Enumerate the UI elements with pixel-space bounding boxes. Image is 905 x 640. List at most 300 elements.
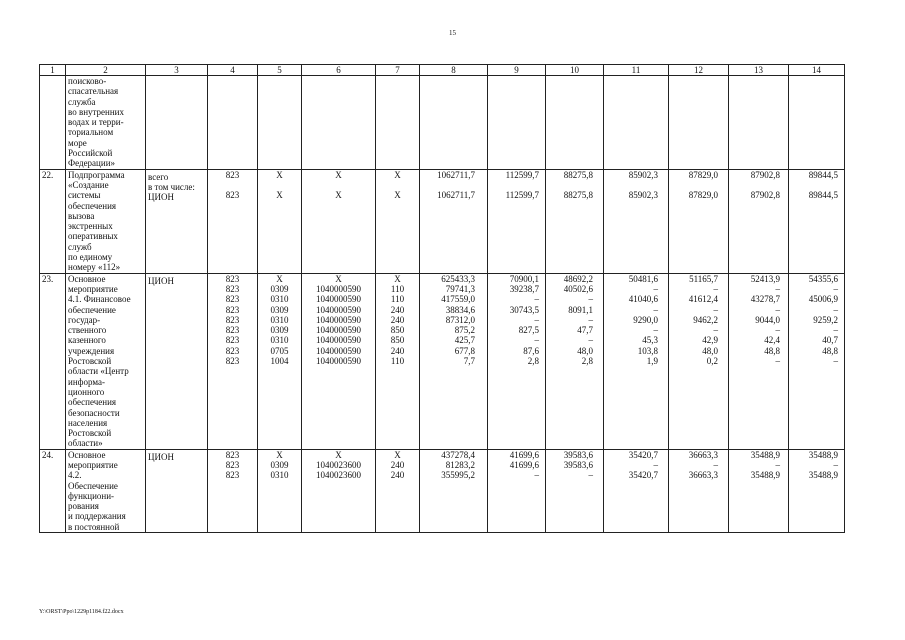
value-text: 1004 (270, 356, 289, 367)
value-text: 50481,6 (628, 273, 658, 284)
value-text: Х (335, 190, 342, 201)
column-header: 5 (258, 65, 302, 76)
program-name-line: ториальном (68, 127, 114, 138)
value-text: 112599,7 (505, 169, 539, 180)
value-text: 40502,6 (563, 283, 593, 294)
value-text: 45006,9 (808, 294, 838, 305)
value-text: 1040000590 (316, 335, 361, 346)
program-name-line: функциони- (68, 490, 115, 501)
value-text: 79741,3 (445, 283, 475, 294)
value-text: Х (394, 273, 401, 284)
value-cell (546, 76, 604, 170)
value-text: 9044,0 (755, 314, 780, 325)
value-text: 87829,0 (688, 169, 718, 180)
value-text (258, 180, 301, 190)
executor-text (148, 327, 205, 337)
value-cell (208, 169, 258, 273)
value-text: 823 (225, 449, 240, 460)
value-text: 54355,6 (808, 273, 838, 284)
value-text: – (775, 356, 780, 367)
program-name-line: информа- (68, 376, 105, 387)
table-row (40, 76, 845, 170)
value-text: 417559,0 (441, 294, 475, 305)
value-text: – (713, 304, 718, 315)
value-cell (546, 273, 604, 449)
value-text: 1040023600 (316, 459, 361, 470)
program-name-line: ционного (68, 386, 105, 397)
value-text: – (534, 294, 539, 305)
value-text (604, 180, 658, 190)
value-text: 48,8 (764, 345, 780, 356)
value-text: 0310 (270, 470, 289, 481)
value-text: 2,8 (581, 356, 593, 367)
value-text: – (653, 459, 658, 470)
value-text: 35488,9 (750, 470, 780, 481)
program-name-line: экстренных (68, 221, 113, 232)
value-cell (376, 76, 420, 170)
value-cell (604, 169, 669, 273)
program-name (66, 273, 146, 449)
value-text: 625433,3 (441, 273, 475, 284)
value-text: 1040000590 (316, 314, 361, 325)
executor-text (148, 317, 205, 327)
program-name-line: мероприятие (68, 459, 118, 470)
executor-text (148, 286, 205, 296)
value-cell (729, 169, 789, 273)
value-text: 87312,0 (445, 314, 475, 325)
value-text: – (775, 459, 780, 470)
value-text: – (588, 294, 593, 305)
value-text: – (833, 304, 838, 315)
value-text: 0309 (270, 325, 289, 336)
program-name-line: безопасности (68, 407, 120, 418)
row-number (40, 76, 66, 170)
value-text: 1040000590 (316, 345, 361, 356)
value-text: – (775, 283, 780, 294)
value-text: 1040023600 (316, 470, 361, 481)
row-number: 24. (40, 449, 66, 532)
value-text: 48,8 (822, 345, 838, 356)
value-cell (258, 449, 302, 532)
column-header: 7 (376, 65, 420, 76)
value-text: 7,7 (463, 356, 475, 367)
executor-text: ЦИОН (148, 192, 174, 203)
value-text: 112599,7 (505, 190, 539, 201)
value-text: 35420,7 (628, 449, 658, 460)
value-text: 823 (225, 345, 240, 356)
value-text: 677,8 (454, 345, 475, 356)
value-text: – (588, 470, 593, 481)
value-text: 823 (225, 273, 240, 284)
column-header: 8 (420, 65, 488, 76)
program-name-line: служба (68, 96, 96, 107)
value-text: 45,3 (642, 335, 658, 346)
value-text: – (534, 335, 539, 346)
executor-text (148, 307, 205, 317)
value-text: – (588, 335, 593, 346)
column-header: 6 (302, 65, 376, 76)
value-text (546, 180, 593, 190)
value-text: 355995,2 (441, 470, 475, 481)
program-name-line: Основное (68, 449, 106, 460)
executor-text (148, 462, 205, 472)
value-cell (420, 169, 488, 273)
value-text: – (653, 304, 658, 315)
executor-cell (146, 273, 208, 449)
program-name-line: Российской (68, 148, 113, 159)
program-name-line: вызова (68, 210, 95, 221)
value-cell (208, 449, 258, 532)
value-text (420, 180, 475, 190)
value-text: 425,7 (454, 335, 475, 346)
value-text: Х (394, 449, 401, 460)
value-text: 81283,2 (445, 459, 475, 470)
program-name-line: 4.1. Финансовое (68, 294, 131, 305)
value-cell (302, 169, 376, 273)
table-row (40, 273, 845, 449)
value-text: Х (335, 273, 342, 284)
value-text: 52413,9 (750, 273, 780, 284)
value-cell (729, 76, 789, 170)
program-name-line: ственного (68, 325, 107, 336)
program-name-line: Обеспечение (68, 480, 118, 491)
value-text: Х (276, 190, 283, 201)
value-text: 437278,4 (441, 449, 475, 460)
value-text: – (534, 470, 539, 481)
program-name-line: оперативных (68, 231, 118, 242)
value-text: 1,9 (646, 356, 658, 367)
value-text: – (833, 283, 838, 294)
program-name-line: государ- (68, 314, 101, 325)
executor-text: в том числе: (148, 181, 195, 192)
value-text: 240 (390, 314, 405, 325)
value-text: – (775, 304, 780, 315)
value-cell (546, 169, 604, 273)
value-cell (546, 449, 604, 532)
executor-cell (146, 76, 208, 170)
value-text: 9259,2 (813, 314, 838, 325)
value-text: 1040000590 (316, 304, 361, 315)
program-name (66, 76, 146, 170)
executor-text: всего (148, 171, 169, 182)
program-name-line: Федерации» (68, 158, 116, 169)
value-cell (376, 169, 420, 273)
program-name-line: служб (68, 241, 92, 252)
value-text (669, 180, 718, 190)
value-text: – (588, 314, 593, 325)
value-text: 1040000590 (316, 294, 361, 305)
value-text: Х (276, 273, 283, 284)
value-text: 41040,6 (628, 294, 658, 305)
value-cell (420, 273, 488, 449)
value-text: 39583,6 (563, 459, 593, 470)
value-text: 8091,1 (568, 304, 593, 315)
value-text: 35488,9 (808, 449, 838, 460)
value-text: 38834,6 (445, 304, 475, 315)
value-cell (604, 273, 669, 449)
value-text: 39238,7 (509, 283, 539, 294)
value-text: 103,8 (637, 345, 658, 356)
program-name-line: поисково- (68, 76, 107, 86)
value-text: 0705 (270, 345, 289, 356)
executor-text: ЦИОН (148, 275, 174, 286)
executor-text (148, 337, 205, 347)
budget-table (39, 64, 845, 533)
value-cell (376, 449, 420, 532)
value-text: 110 (390, 283, 405, 294)
value-text: 43278,7 (750, 294, 780, 305)
program-name-line: Подпрограмма (68, 169, 125, 180)
value-text: – (775, 325, 780, 336)
value-text: 35488,9 (808, 470, 838, 481)
value-cell (669, 76, 729, 170)
value-cell (302, 273, 376, 449)
value-text: 823 (225, 356, 240, 367)
value-cell (604, 76, 669, 170)
value-text: 823 (225, 335, 240, 346)
value-text: 850 (390, 325, 405, 336)
program-name-line: рования (68, 501, 99, 512)
value-text (302, 180, 375, 190)
executor-text (148, 358, 205, 368)
value-text: 85902,3 (628, 190, 658, 201)
value-text: 42,9 (702, 335, 718, 346)
value-text: – (653, 325, 658, 336)
executor-cell (146, 169, 208, 273)
column-header: 14 (789, 65, 845, 76)
value-cell (488, 273, 546, 449)
value-cell (258, 273, 302, 449)
value-text (789, 180, 838, 190)
value-cell (488, 169, 546, 273)
value-text: Х (276, 449, 283, 460)
value-text: 9290,0 (633, 314, 658, 325)
value-text: 40,7 (822, 335, 838, 346)
table-row (40, 449, 845, 532)
program-name-line: Ростовской (68, 428, 112, 439)
value-text: 827,5 (518, 325, 539, 336)
value-text: 89844,5 (808, 190, 838, 201)
value-cell (669, 273, 729, 449)
value-text: 48692,2 (563, 273, 593, 284)
value-text: – (833, 459, 838, 470)
row-number: 22. (40, 169, 66, 273)
value-cell (604, 449, 669, 532)
value-text: 0310 (270, 335, 289, 346)
value-text: 110 (390, 294, 405, 305)
program-name-line: во внутренних (68, 106, 124, 117)
value-cell (789, 169, 845, 273)
value-text: 42,4 (764, 335, 780, 346)
value-text: 823 (225, 304, 240, 315)
value-cell (302, 76, 376, 170)
value-text: 41699,6 (509, 459, 539, 470)
value-cell (669, 449, 729, 532)
value-text: 88275,8 (563, 190, 593, 201)
value-text: 1040000590 (316, 325, 361, 336)
executor-text: ЦИОН (148, 451, 174, 462)
value-text: 48,0 (577, 345, 593, 356)
value-text: 823 (225, 470, 240, 481)
value-cell (302, 449, 376, 532)
column-header: 11 (604, 65, 669, 76)
value-text: 36663,3 (688, 470, 718, 481)
value-text (729, 180, 780, 190)
executor-text (148, 472, 205, 482)
program-name-line: по единому (68, 252, 113, 263)
value-text: 823 (225, 314, 240, 325)
program-name-line: области «Центр (68, 366, 129, 377)
column-header: 2 (66, 65, 146, 76)
value-text: 41699,6 (509, 449, 539, 460)
value-text: 875,2 (454, 325, 475, 336)
executor-text (148, 348, 205, 358)
table-row (40, 169, 845, 273)
value-text: 35488,9 (750, 449, 780, 460)
value-text: – (653, 283, 658, 294)
value-text: 30743,5 (509, 304, 539, 315)
value-text: 1062711,7 (437, 169, 475, 180)
value-text: 87829,0 (688, 190, 718, 201)
value-text: 87902,8 (750, 169, 780, 180)
column-header: 4 (208, 65, 258, 76)
value-text: 36663,3 (688, 449, 718, 460)
value-text: 39583,6 (563, 449, 593, 460)
value-text: 0309 (270, 459, 289, 470)
value-text: 35420,7 (628, 470, 658, 481)
value-text: 823 (225, 190, 240, 201)
value-cell (488, 449, 546, 532)
value-cell (208, 273, 258, 449)
value-text: 85902,3 (628, 169, 658, 180)
value-text: 850 (390, 335, 405, 346)
value-text: 9462,2 (693, 314, 718, 325)
value-text: 1040000590 (316, 283, 361, 294)
program-name-line: в постоянной (68, 521, 120, 532)
program-name-line: Основное (68, 273, 106, 284)
program-name (66, 169, 146, 273)
value-cell (789, 449, 845, 532)
value-text: 1062711,7 (437, 190, 475, 201)
value-text: 1040000590 (316, 356, 361, 367)
column-header: 3 (146, 65, 208, 76)
column-header-row (40, 65, 845, 76)
value-text: Х (394, 169, 401, 180)
file-path-footer: Y:\ORST\Ppo\1229p1184.f22.docx (39, 609, 124, 615)
executor-cell (146, 449, 208, 532)
column-header: 13 (729, 65, 789, 76)
value-text: 823 (225, 283, 240, 294)
program-name-line: спасательная (68, 86, 119, 97)
program-name-line: водах и терри- (68, 117, 124, 128)
program-name-line: 4.2. (68, 470, 82, 481)
value-text: Х (335, 449, 342, 460)
value-text: 0310 (270, 294, 289, 305)
program-name-line: учреждения (68, 345, 115, 356)
value-cell (729, 273, 789, 449)
value-text: Х (276, 169, 283, 180)
value-text: 110 (390, 356, 405, 367)
program-name-line: мероприятие (68, 283, 118, 294)
value-text: 41612,4 (688, 294, 718, 305)
value-text: 240 (390, 304, 405, 315)
page-number: 15 (449, 29, 456, 37)
value-cell (789, 273, 845, 449)
column-header: 1 (40, 65, 66, 76)
value-text: – (534, 314, 539, 325)
value-text: 87,6 (523, 345, 539, 356)
value-text: 88275,8 (563, 169, 593, 180)
column-header: 12 (669, 65, 729, 76)
value-text: – (713, 459, 718, 470)
value-text (488, 180, 539, 190)
value-cell (488, 76, 546, 170)
value-text (208, 180, 257, 190)
value-text: – (713, 325, 718, 336)
program-name-line: и поддержания (68, 511, 126, 522)
value-text: – (833, 356, 838, 367)
value-text: – (833, 325, 838, 336)
value-text: Х (335, 169, 342, 180)
value-text: 0309 (270, 304, 289, 315)
program-name-line: обеспечения (68, 200, 117, 211)
program-name-line: Ростовской (68, 356, 112, 367)
value-text: 70900,1 (509, 273, 539, 284)
value-text: 823 (225, 325, 240, 336)
value-text: 240 (390, 470, 405, 481)
value-text: 0309 (270, 283, 289, 294)
program-name-line: казенного (68, 335, 106, 346)
value-text: 240 (390, 345, 405, 356)
program-name-line: обеспечение (68, 304, 116, 315)
value-text: 51165,7 (689, 273, 718, 284)
row-number: 23. (40, 273, 66, 449)
program-name-line: системы (68, 190, 101, 201)
value-cell (420, 449, 488, 532)
program-name-line: номеру «112» (68, 262, 121, 273)
value-text: 823 (225, 459, 240, 470)
value-text: 2,8 (527, 356, 539, 367)
value-cell (420, 76, 488, 170)
value-cell (729, 449, 789, 532)
program-name (66, 449, 146, 532)
value-cell (208, 76, 258, 170)
value-text: 87902,8 (750, 190, 780, 201)
value-cell (258, 76, 302, 170)
value-text: 89844,5 (808, 169, 838, 180)
value-text (376, 180, 419, 190)
value-text: 240 (390, 459, 405, 470)
program-name-line: «Создание (68, 179, 109, 190)
value-cell (258, 169, 302, 273)
value-cell (376, 273, 420, 449)
value-cell (669, 169, 729, 273)
value-text: 0310 (270, 314, 289, 325)
executor-text (148, 296, 205, 306)
program-name-line: населения (68, 417, 108, 428)
value-text: Х (394, 190, 401, 201)
value-text: 823 (225, 169, 240, 180)
value-text: 823 (225, 294, 240, 305)
program-name-line: области» (68, 438, 103, 449)
value-cell (789, 76, 845, 170)
program-name-line: обеспечения (68, 397, 117, 408)
value-text: 48,0 (702, 345, 718, 356)
value-text: – (713, 283, 718, 294)
column-header: 10 (546, 65, 604, 76)
column-header: 9 (488, 65, 546, 76)
value-text: 0,2 (706, 356, 718, 367)
